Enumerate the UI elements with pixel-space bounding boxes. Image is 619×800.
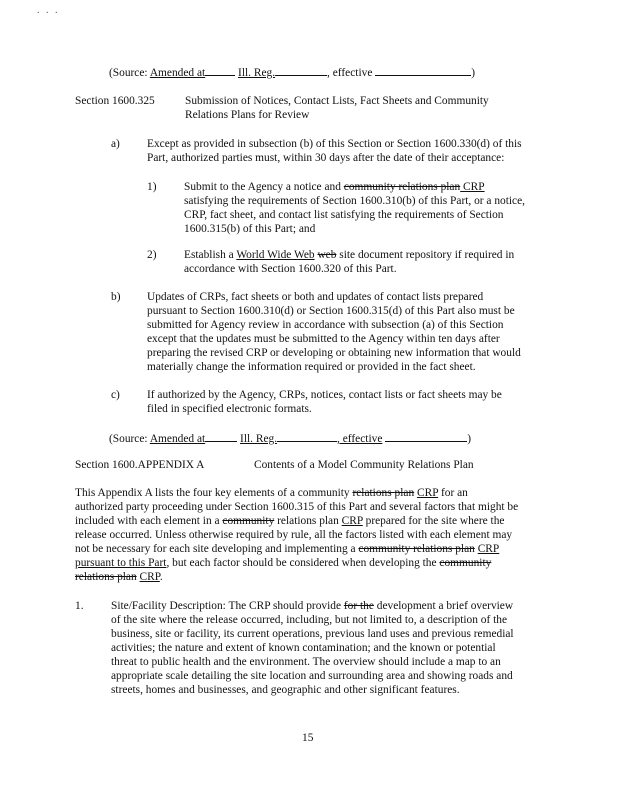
para-b-line: Updates of CRPs, fact sheets or both and updates of contact lists prepared [147, 291, 484, 303]
item-site-line: of the site where the release occurred, including, but not limited to, a description of the [111, 614, 508, 626]
item-site-line: appropriate scale detailing the site location and surrounding area and showing roads and [111, 670, 513, 682]
intro-line: This Appendix A lists the four key elements of a community relations plan CRP for an [75, 487, 468, 499]
para-c-label: c) [111, 389, 120, 401]
intro-line: relations plan CRP. [75, 571, 163, 583]
para-b-label: b) [111, 291, 121, 303]
intro-line: pursuant to this Part, but each factor should be considered when developing the community [75, 557, 492, 569]
item-1-line: CRP, fact sheet, and contact list satisfying the requirements of Section [184, 209, 504, 221]
source-note-2: (Source: Amended at Ill. Reg. , effective ) [109, 430, 471, 446]
appendix-title: Contents of a Model Community Relations Plan [254, 459, 474, 471]
item-site-label: 1. [75, 600, 84, 612]
intro-line: release occurred. Unless otherwise required by rule, all the factors listed with each element may [75, 529, 513, 541]
section-title-line2: Relations Plans for Review [185, 109, 310, 121]
intro-line: included with each element in a community relations plan CRP prepared for the site where the [75, 515, 505, 527]
item-site-line: Site/Facility Description: The CRP should provide for the development a brief overview [111, 600, 514, 612]
intro-line: authorized party proceeding under Section 1600.315 of this Part and several factors that might be [75, 501, 519, 513]
intro-line: not be necessary for each site developing and implementing a community relations plan CRP [75, 543, 500, 555]
para-b-line: pursuant to Section 1600.310(d) or Section 1600.315(d) of this Part also must be [147, 305, 515, 317]
item-1-line: Submit to the Agency a notice and community relations plan CRP [184, 181, 485, 193]
para-a-line: Part, authorized parties must, within 30 days after the date of their acceptance: [147, 152, 505, 164]
para-a-label: a) [111, 138, 120, 150]
item-site-line: business, site or facility, its current operations, previous land uses and previous remedial [111, 628, 514, 640]
source-note-1: (Source: Amended at Ill. Reg. , effective ) [109, 64, 475, 80]
para-b-line: except that the updates must be submitted to the Agency within ten days after [147, 333, 500, 345]
para-b-line: preparing the revised CRP or developing or obtaining new information that would [147, 347, 521, 359]
page-number: 15 [302, 732, 314, 744]
item-2-line: accordance with Section 1600.320 of this Part. [184, 263, 397, 275]
appendix-number: Section 1600.APPENDIX A [75, 459, 205, 471]
corner-mark: . . . [37, 5, 60, 16]
section-title-line1: Submission of Notices, Contact Lists, Fact Sheets and Community [185, 95, 489, 107]
item-1-line: 1600.315(b) of this Part; and [184, 223, 316, 235]
item-site-line: activities; the nature and extent of known contamination; and the known or potential [111, 642, 496, 654]
section-number: Section 1600.325 [75, 95, 155, 107]
para-c-line: If authorized by the Agency, CRPs, notices, contact lists or fact sheets may be [147, 389, 502, 401]
item-1-label: 1) [147, 181, 157, 193]
para-b-line: materially change the information required or provided in the fact sheet. [147, 361, 476, 373]
item-site-line: threat to public health and the environment. The overview should include a map to an [111, 656, 501, 668]
item-1-line: satisfying the requirements of Section 1600.310(b) of this Part, or a notice, [184, 195, 526, 207]
para-c-line: filed in specified electronic formats. [147, 403, 312, 415]
item-site-line: streets, homes and businesses, and geographic and other significant features. [111, 684, 460, 696]
para-b-line: submitted for Agency review in accordance with subsection (a) of this Section [147, 319, 504, 331]
item-2-line: Establish a World Wide Web web site document repository if required in [184, 249, 515, 261]
item-2-label: 2) [147, 249, 157, 261]
para-a-line: Except as provided in subsection (b) of this Section or Section 1600.330(d) of this [147, 138, 522, 150]
